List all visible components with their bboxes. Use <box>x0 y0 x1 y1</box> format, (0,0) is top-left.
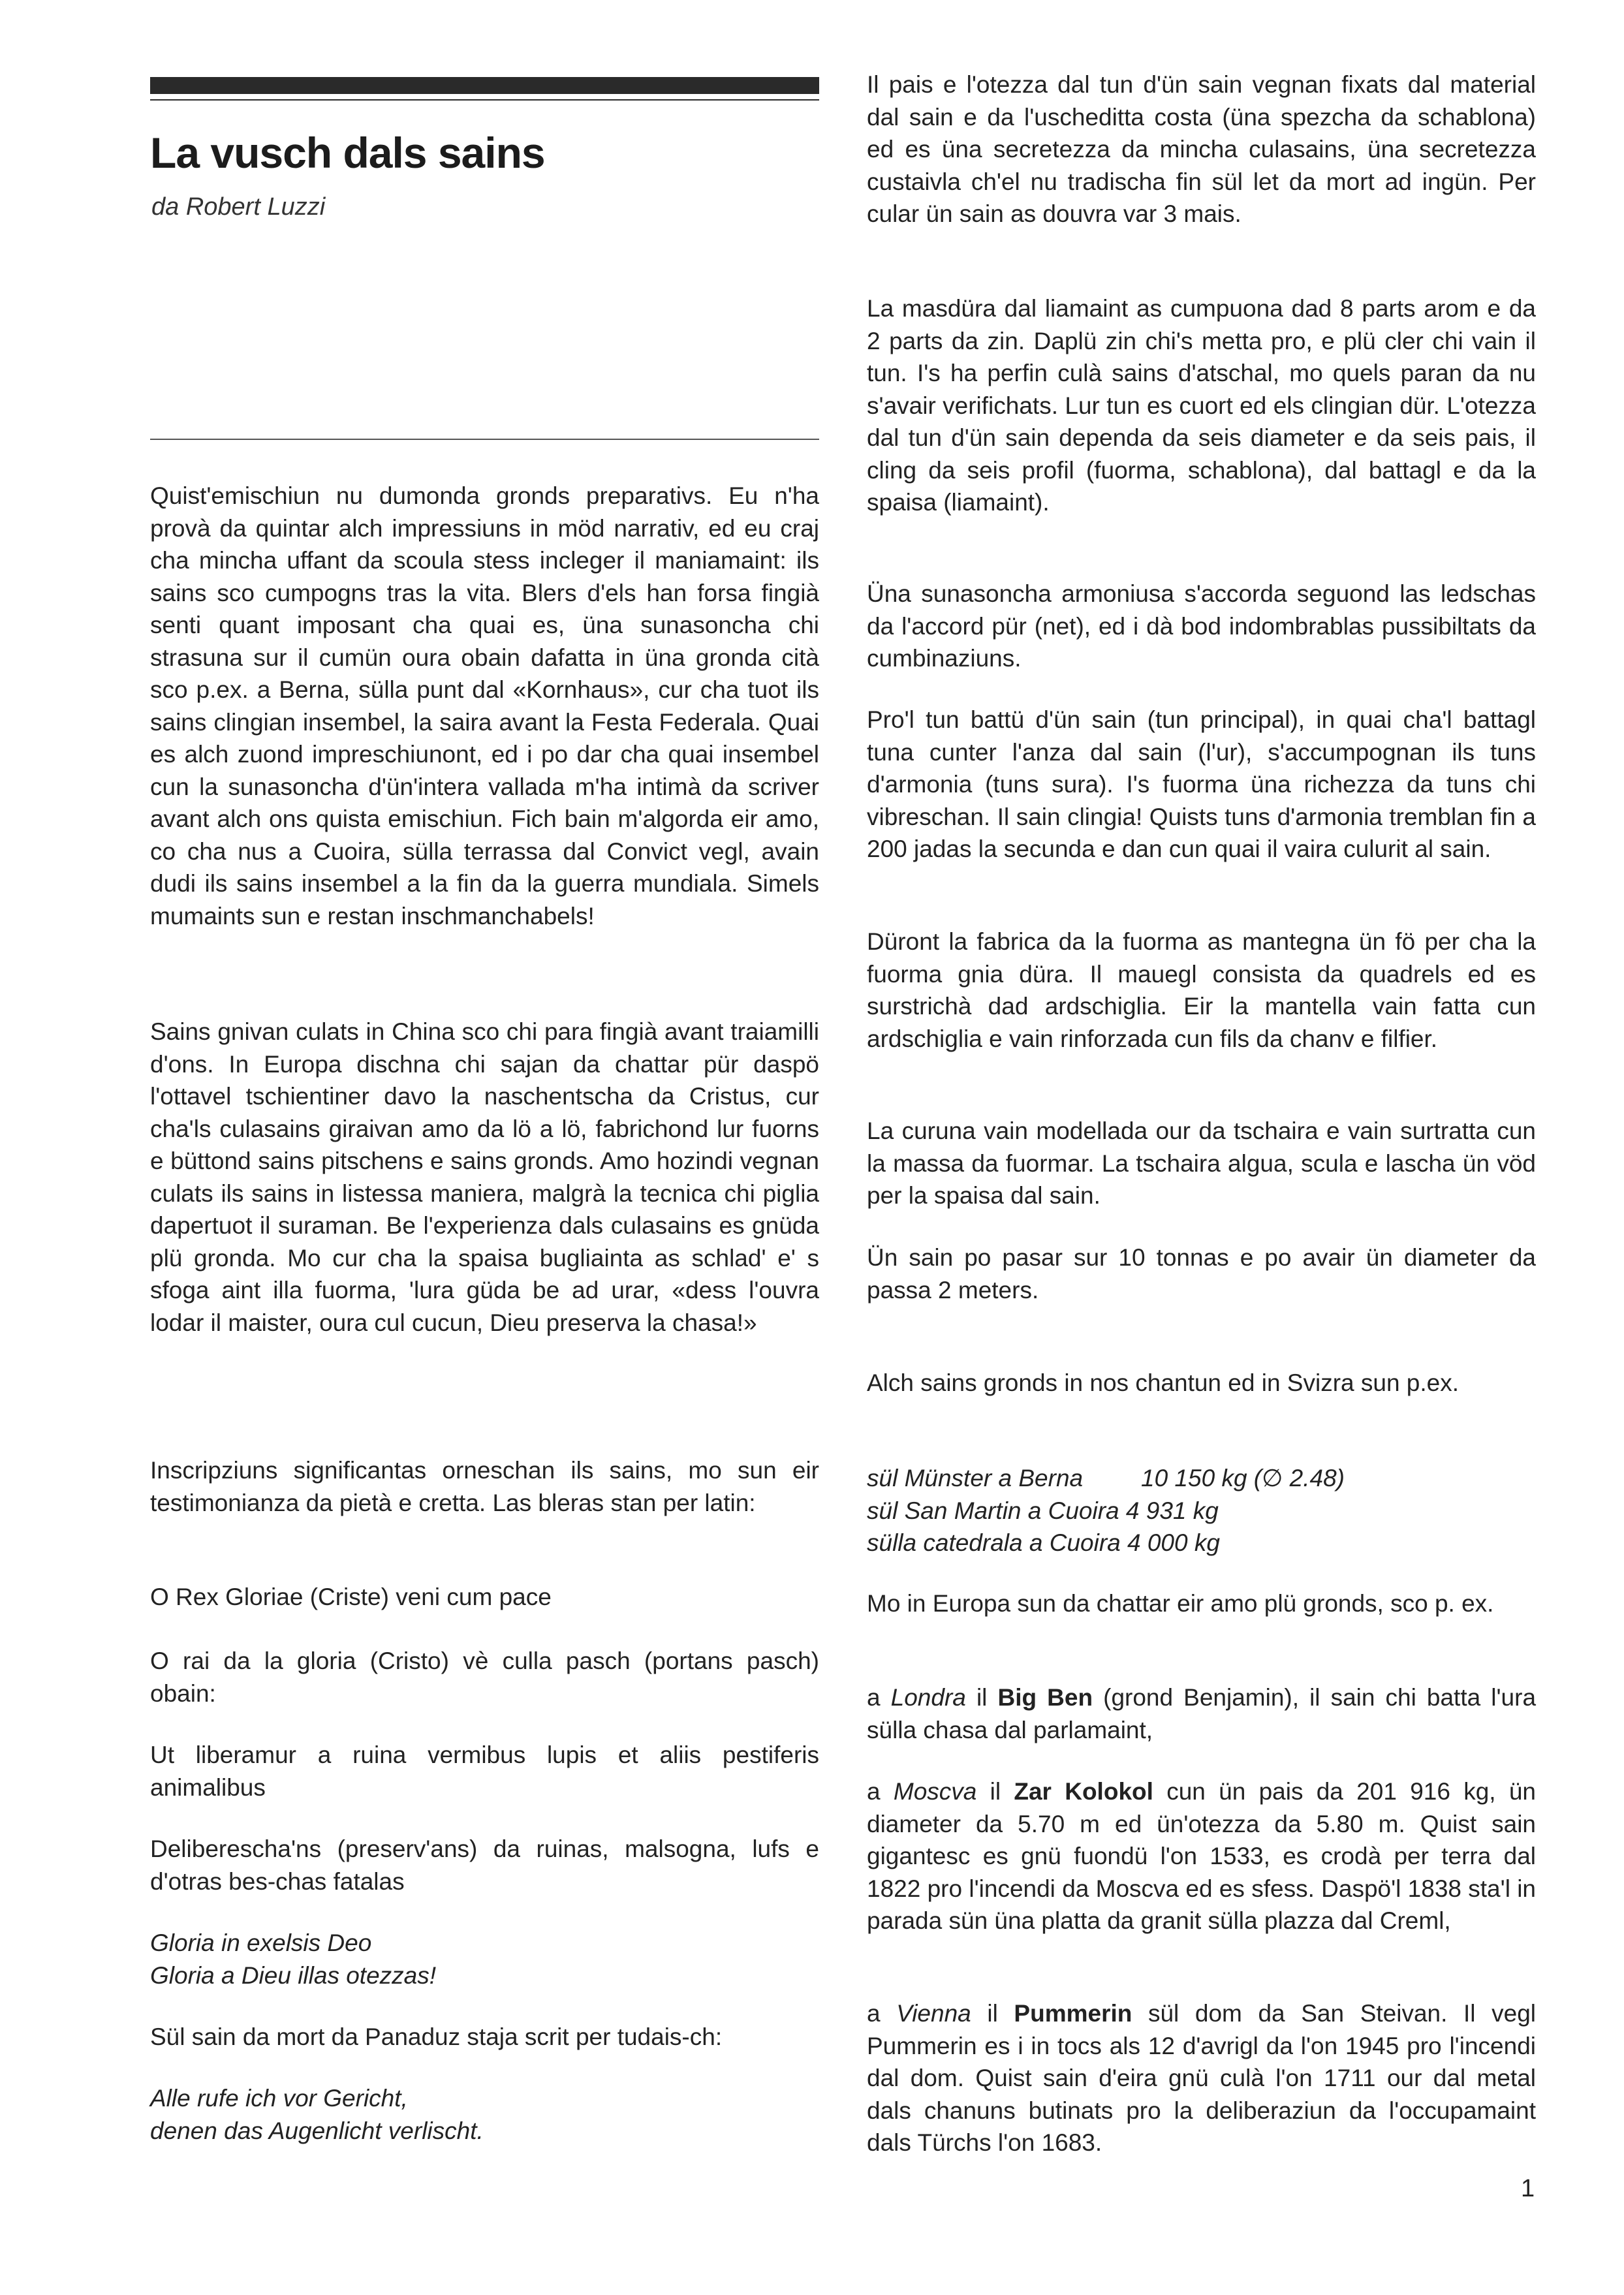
bell-row <box>867 1527 1536 1559</box>
vienna-mid: il <box>971 2000 1014 2027</box>
right-paragraph-9: Mo in Europa sun da chattar eir amo plü gronds, sco p. ex. <box>867 1590 1494 1617</box>
right-paragraph-1: Il pais e l'otezza dal tun d'ün sain vegnan fixats dal material dal sain e da l'uscheditta costa (üna spezcha da schablona) ed es üna secretezza da mincha culasains, üna secretezza custaivla ch'el nu tradischa fin sül let da mort ad ingün. Per cular ün sain as douvra var 3 mais. <box>867 71 1536 227</box>
section-divider <box>150 439 819 440</box>
right-paragraph-2: La masdüra dal liamaint as cumpuona dad 8 parts arom e da 2 parts da zin. Daplü zin chi's metta pro, e plü cler chi vain il tun. I's ha perfin culà sains d'atschal, mo quels paran da nu s'avair verifichats. Lur tun es cuort ed els clingian dür. L'otezza dal tun d'ün sain dependa da seis diameter e da seis pais, il cling da seis profil (fuorma, schablona), dal battagl e da la spaisa (liamaint). <box>867 295 1536 516</box>
left-paragraph-2: Sains gnivan culats in China sco chi para fingià avant traiamilli d'ons. In Europa dischna chi sajan da chattar pür daspö l'ottavel tschientiner davo la naschentscha da Cristus, cur cha'ls culasains giraivan amo da lö a lö, fabrichond lur fuorns e büttond sains pitschens e sains gronds. Amo hozindi vegnan culats ils sains in listessa maniera, malgrà la tecnica chi piglia dapertuot il suraman. Be l'experienza dals culasains es gnüda plü gronda. Mo cur cha la spaisa bugliainta as schlad' e' s sfoga aint illa fuorma, 'lura güda be ad urar, «dess l'ouvra lodar il maister, oura cul cucun, Dieu preserva la chasa!» <box>150 1018 819 1336</box>
article-byline: da Robert Luzzi <box>151 193 326 221</box>
vienna-city: Vienna <box>896 2000 971 2027</box>
right-paragraph-3: Üna sunasoncha armoniusa s'accorda seguond las ledschas da l'accord pür (net), ed i dà bod indombrablas pussibiltats da cumbinaziuns. <box>867 580 1536 672</box>
header-rule <box>150 99 819 101</box>
moscow-city: Moscva <box>893 1778 977 1805</box>
left-paragraph-1: Quist'emischiun nu dumonda gronds preparativs. Eu n'ha provà da quintar alch impressiuns in möd narrativ, ed eu craj cha mincha uffant da scoula stess incleger il maniamaint: ils sains sco cumpogns tras la vita. Blers d'els han forsa fingià senti quant imposant cha quai es, üna sunasoncha chi strasuna sur il cumün oura obain dafatta in üna gronda cità sco p.ex. a Berna, sülla punt dal «Kornhaus», cur cha tuot ils sains clingian insembel, la saira avant la Festa Federala. Quai es alch zuond impreschiunont, ed i po dar cha quai insembel cun la sunasoncha d'ün'intera vallada m'ha intimà da scriver avant alch ons quista emischiun. Fich bain m'algorda eir amo, co cha nus a Cuoira, sülla terrassa dal Convict vegl, avain dudi ils sains insembel a la fin da la guerra mundiala. Simels mumaints sun e restan inschmanchabels! <box>150 482 819 929</box>
left-paragraph-4: O Rex Gloriae (Criste) veni cum pace <box>150 1584 552 1610</box>
vienna-paragraph <box>867 1997 1536 2159</box>
latin-quote <box>150 1927 819 1991</box>
vienna-bell: Pummerin <box>1014 2000 1132 2027</box>
bell-place: sül San Martin a Cuoira <box>867 1497 1119 1524</box>
right-paragraph-8: Alch sains gronds in nos chantun ed in Svizra sun p.ex. <box>867 1369 1460 1396</box>
london-bell: Big Ben <box>997 1684 1093 1711</box>
bell-place: sülla catedrala a Cuoira <box>867 1529 1121 1556</box>
vienna-pre: a <box>867 2000 897 2027</box>
london-post: (grond Benjamin), il sain chi batta l'ura sülla chasa dal parlamaint, <box>867 1684 1537 1743</box>
moscow-mid: il <box>976 1778 1014 1805</box>
bell-row <box>867 1462 1536 1495</box>
latin-quote-line-1: Gloria in exelsis Deo <box>150 1929 372 1956</box>
left-paragraph-5: O rai da la gloria (Cristo) vè culla pasch (portans pasch) obain: <box>150 1647 819 1707</box>
left-paragraph-7: Delibereschа'ns (preserv'ans) da ruinas, malsogna, lufs e d'otras bes-chas fatalas <box>150 1835 819 1895</box>
left-paragraph-9: Sül sain da mort da Panaduz staja scrit per tudais-ch: <box>150 2023 723 2050</box>
bell-place: sül Münster a Berna <box>867 1465 1084 1491</box>
london-pre: a <box>867 1684 891 1711</box>
page-number: 1 <box>1521 2175 1535 2202</box>
moscow-bell: Zar Kolokol <box>1014 1778 1153 1805</box>
right-paragraph-4: Pro'l tun battü d'ün sain (tun principal), in quai cha'l battagl tuna cunter l'anza dal sain (l'ur), s'accumpognan ils tuns d'armonia (tuns sura). I's fuorma üna richezza da tuns chi vibreschan. Il sain clingia! Quists tuns d'armonia tremblan fin a 200 jadas la secunda e dan cun quai il vaira culurit al sain. <box>867 706 1536 862</box>
right-paragraph-7: Ün sain po pasar sur 10 tonnas e po avair ün diameter da passa 2 meters. <box>867 1244 1536 1304</box>
article-title: La vusch dals sains <box>150 129 545 177</box>
german-quote <box>150 2082 819 2147</box>
bell-weight: 4 931 kg <box>1125 1497 1219 1524</box>
london-mid: il <box>965 1684 998 1711</box>
bell-weight: 10 150 kg (∅ 2.48) <box>1141 1465 1345 1491</box>
moscow-pre: a <box>867 1778 894 1805</box>
london-city: Londra <box>890 1684 966 1711</box>
german-quote-line-1: Alle rufe ich vor Gericht, <box>150 2085 408 2112</box>
moscow-paragraph <box>867 1775 1536 1937</box>
header-bar <box>150 77 819 94</box>
london-paragraph <box>867 1681 1536 1746</box>
right-paragraph-5: Düront la fabrica da la fuorma as mantegna ün fö per cha la fuorma gnia düra. Il mauegl consista da quadrels ed es surstrichà dad ardschiglia. Eir la mantella vain fatta cun ardschiglia e vain rinforzada cun fils da chanv e filfier. <box>867 928 1536 1052</box>
latin-quote-line-2: Gloria a Dieu illas otezzas! <box>150 1961 437 1989</box>
bell-list <box>867 1462 1536 1559</box>
bell-weight: 4 000 kg <box>1127 1529 1220 1556</box>
moscow-post: cun ün pais da 201 916 kg, ün diameter da 5.70 m ed ün'otezza da 5.80 m. Quist sain gigantesc es gnü fuondü l'on 1533, es crodà per terra dal 1822 pro l'incendi da Moscva ed es sfess. Daspö'l 1838 sta'l in parada sün üna platta da granit sülla plazza dal Creml, <box>867 1778 1537 1934</box>
vienna-post: sül dom da San Steivan. Il vegl Pummerin es i in tocs als 12 d'avrigl da l'on 1945 pro l'incendi dal dom. Quist sain d'eira gnü culà l'on 1711 our dal metal dals chanuns butinats pro la deliberaziun da l'occupamaint dals Türchs l'on 1683. <box>867 2000 1536 2156</box>
bell-row <box>867 1495 1536 1527</box>
right-paragraph-6: La curuna vain modellada our da tschaira e vain surtratta cun la massa da fuormar. La tschaira algua, scula e lascha ün vöd per la spaisa dal sain. <box>867 1117 1536 1209</box>
german-quote-line-2: denen das Augenlicht verlischt. <box>150 2117 484 2144</box>
left-paragraph-3: Inscripziuns significantas orneschan ils sains, mo sun eir testimonianza da pietà e cretta. Las bleras stan per latin: <box>150 1457 819 1516</box>
left-paragraph-6: Ut liberamur a ruina vermibus lupis et aliis pestiferis animalibus <box>150 1741 819 1801</box>
